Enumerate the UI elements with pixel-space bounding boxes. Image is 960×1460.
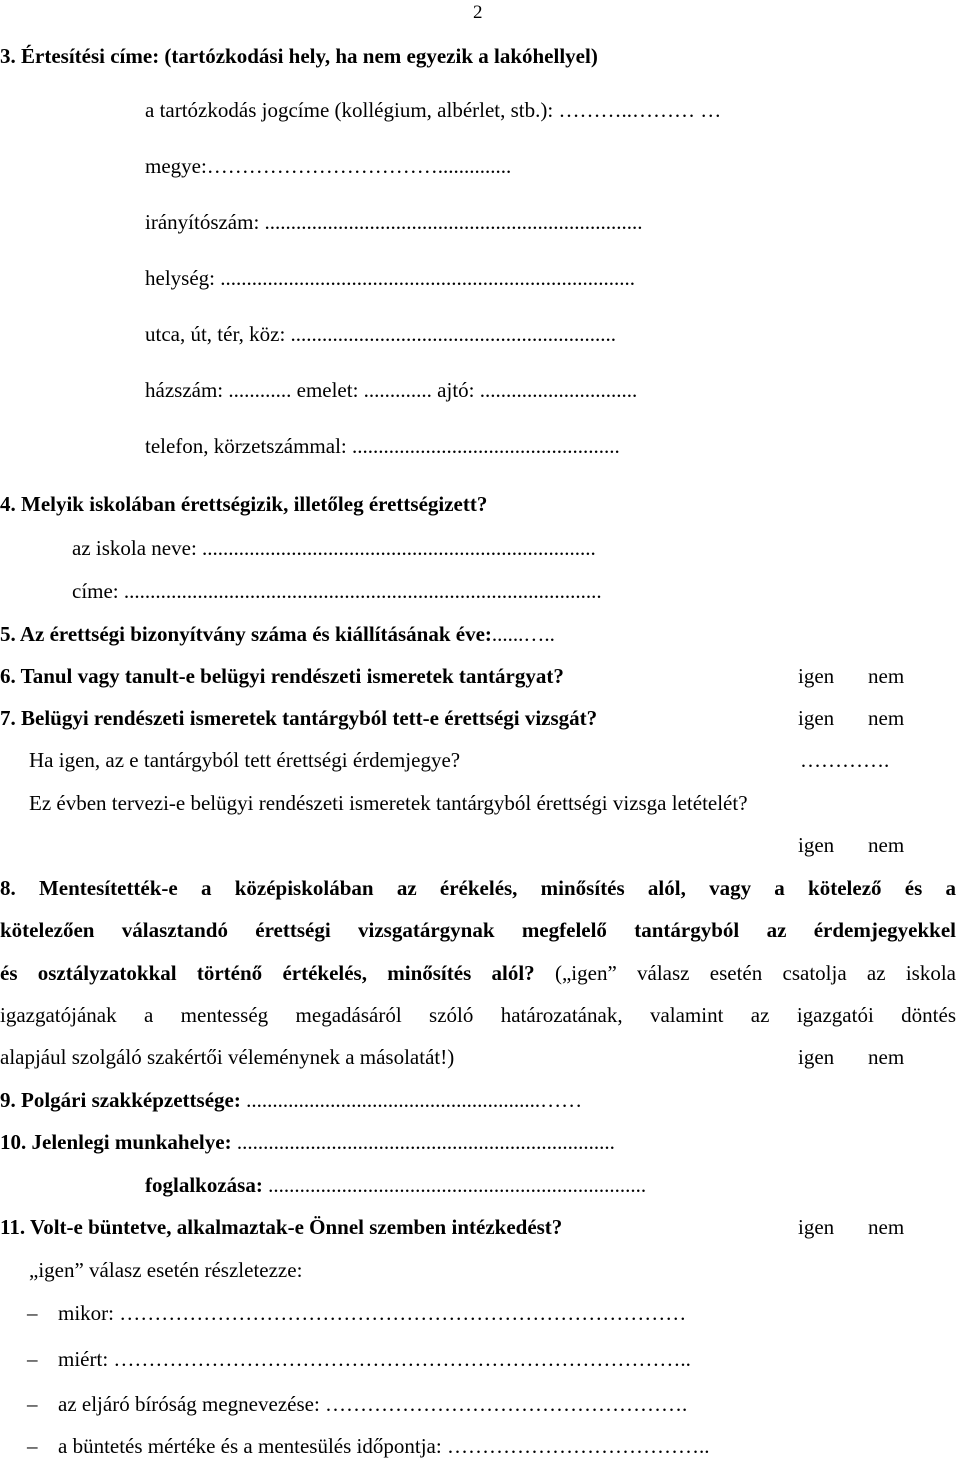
county-field[interactable]: megye:…………………………….............. <box>145 154 512 178</box>
section-10-title: 10. Jelenlegi munkahelye: <box>0 1130 232 1154</box>
section-8-line-3 <box>0 961 956 985</box>
exam-plan-no-option[interactable]: nem <box>868 833 905 857</box>
street-field[interactable]: utca, út, tér, köz: .............................................................. <box>145 322 617 346</box>
section-11-yes-option[interactable]: igen <box>798 1215 835 1239</box>
list-dash: – <box>27 1301 38 1325</box>
occupation-field[interactable]: ........................................................................ <box>262 1173 647 1197</box>
list-dash: – <box>27 1434 38 1458</box>
section-8-line-2: kötelezően választandó érettségi vizsgatárgynak megfelelő tantárgyból az érdemjegyekkel <box>0 918 956 942</box>
occupation-label: foglalkozása: <box>145 1173 263 1197</box>
section-7-no-option[interactable]: nem <box>868 706 905 730</box>
exam-grade-question: Ha igen, az e tantárgyból tett érettségi érdemjegye? <box>29 748 461 772</box>
exam-grade-field[interactable]: …………. <box>800 748 890 772</box>
section-7-yes-option[interactable]: igen <box>798 706 835 730</box>
section-11-title: 11. Volt-e büntetve, alkalmaztak-e Önnel szemben intézkedést? <box>0 1215 563 1239</box>
section-3-title: 3. Értesítési címe: (tartózkodási hely, ha nem egyezik a lakóhellyel) <box>0 44 598 68</box>
phone-field[interactable]: telefon, körzetszámmal: ................................................... <box>145 434 620 458</box>
page-number: 2 <box>473 2 483 23</box>
section-8-line-3-note: („igen” válasz esetén csatolja az iskola <box>554 961 956 985</box>
section-8-line-5: alapjául szolgáló szakértői véleménynek a másolatát!) <box>0 1045 455 1069</box>
section-8-line-3-bold: és osztályzatokkal történő értékelés, minősítés alól? <box>0 961 535 985</box>
city-field[interactable]: helység: ............................................................................... <box>145 266 635 290</box>
residence-title-field[interactable]: a tartózkodás jogcíme (kollégium, albérlet, stb.): ………..……… … <box>145 98 722 122</box>
exam-plan-yes-option[interactable]: igen <box>798 833 835 857</box>
house-floor-door-field[interactable]: házszám: ............ emelet: ............. ajtó: .............................. <box>145 378 638 402</box>
school-name-field[interactable]: az iskola neve: ........................................................................... <box>72 536 596 560</box>
section-11-no-option[interactable]: nem <box>868 1215 905 1239</box>
section-9-title: 9. Polgári szakképzettsége: <box>0 1088 241 1112</box>
exam-plan-question: Ez évben tervezi-e belügyi rendészeti ismeretek tantárgyból érettségi vizsga letételét? <box>29 791 748 815</box>
section-6-title: 6. Tanul vagy tanult-e belügyi rendészeti ismeretek tantárgyat? <box>0 664 564 688</box>
section-8-yes-option[interactable]: igen <box>798 1045 835 1069</box>
section-8-no-option[interactable]: nem <box>868 1045 905 1069</box>
section-5-title: 5. Az érettségi bizonyítvány száma és kiállításának éve: <box>0 622 492 646</box>
list-dash: – <box>27 1392 38 1416</box>
section-5-row[interactable] <box>0 622 555 646</box>
postal-code-field[interactable]: irányítószám: ........................................................................ <box>145 210 643 234</box>
section-10-row[interactable] <box>0 1130 615 1154</box>
certificate-number-field[interactable]: ......….. <box>491 622 555 646</box>
why-field[interactable]: miért: ……………………………………………………………………….. <box>58 1347 691 1371</box>
when-field[interactable]: mikor: ……………………………………………………………………… <box>58 1301 687 1325</box>
section-9-row[interactable] <box>0 1088 582 1112</box>
court-name-field[interactable]: az eljáró bíróság megnevezése: ……………………………………………. <box>58 1392 688 1416</box>
sentence-exemption-field[interactable]: a büntetés mértéke és a mentesülés időpontja: ……………………………….. <box>58 1434 710 1458</box>
section-8-line-4: igazgatójának a mentesség megadásáról szóló határozatának, valamint az igazgatói döntés <box>0 1003 956 1027</box>
section-8-line-1: 8. Mentesítették-e a középiskolában az érékelés, minősítés alól, vagy a kötelező és a <box>0 876 956 900</box>
section-6-yes-option[interactable]: igen <box>798 664 835 688</box>
section-7-title: 7. Belügyi rendészeti ismeretek tantárgyból tett-e érettségi vizsgát? <box>0 706 598 730</box>
section-6-no-option[interactable]: nem <box>868 664 905 688</box>
school-address-field[interactable]: címe: ........................................................................................... <box>72 579 602 603</box>
workplace-field[interactable]: ........................................................................ <box>231 1130 615 1154</box>
section-11-detail-intro: „igen” válasz esetén részletezze: <box>29 1258 303 1282</box>
list-dash: – <box>27 1347 38 1371</box>
qualification-field[interactable]: ........................................................…… <box>240 1088 583 1112</box>
section-4-title: 4. Melyik iskolában érettségizik, illetőleg érettségizett? <box>0 492 488 516</box>
occupation-row[interactable] <box>145 1173 646 1197</box>
